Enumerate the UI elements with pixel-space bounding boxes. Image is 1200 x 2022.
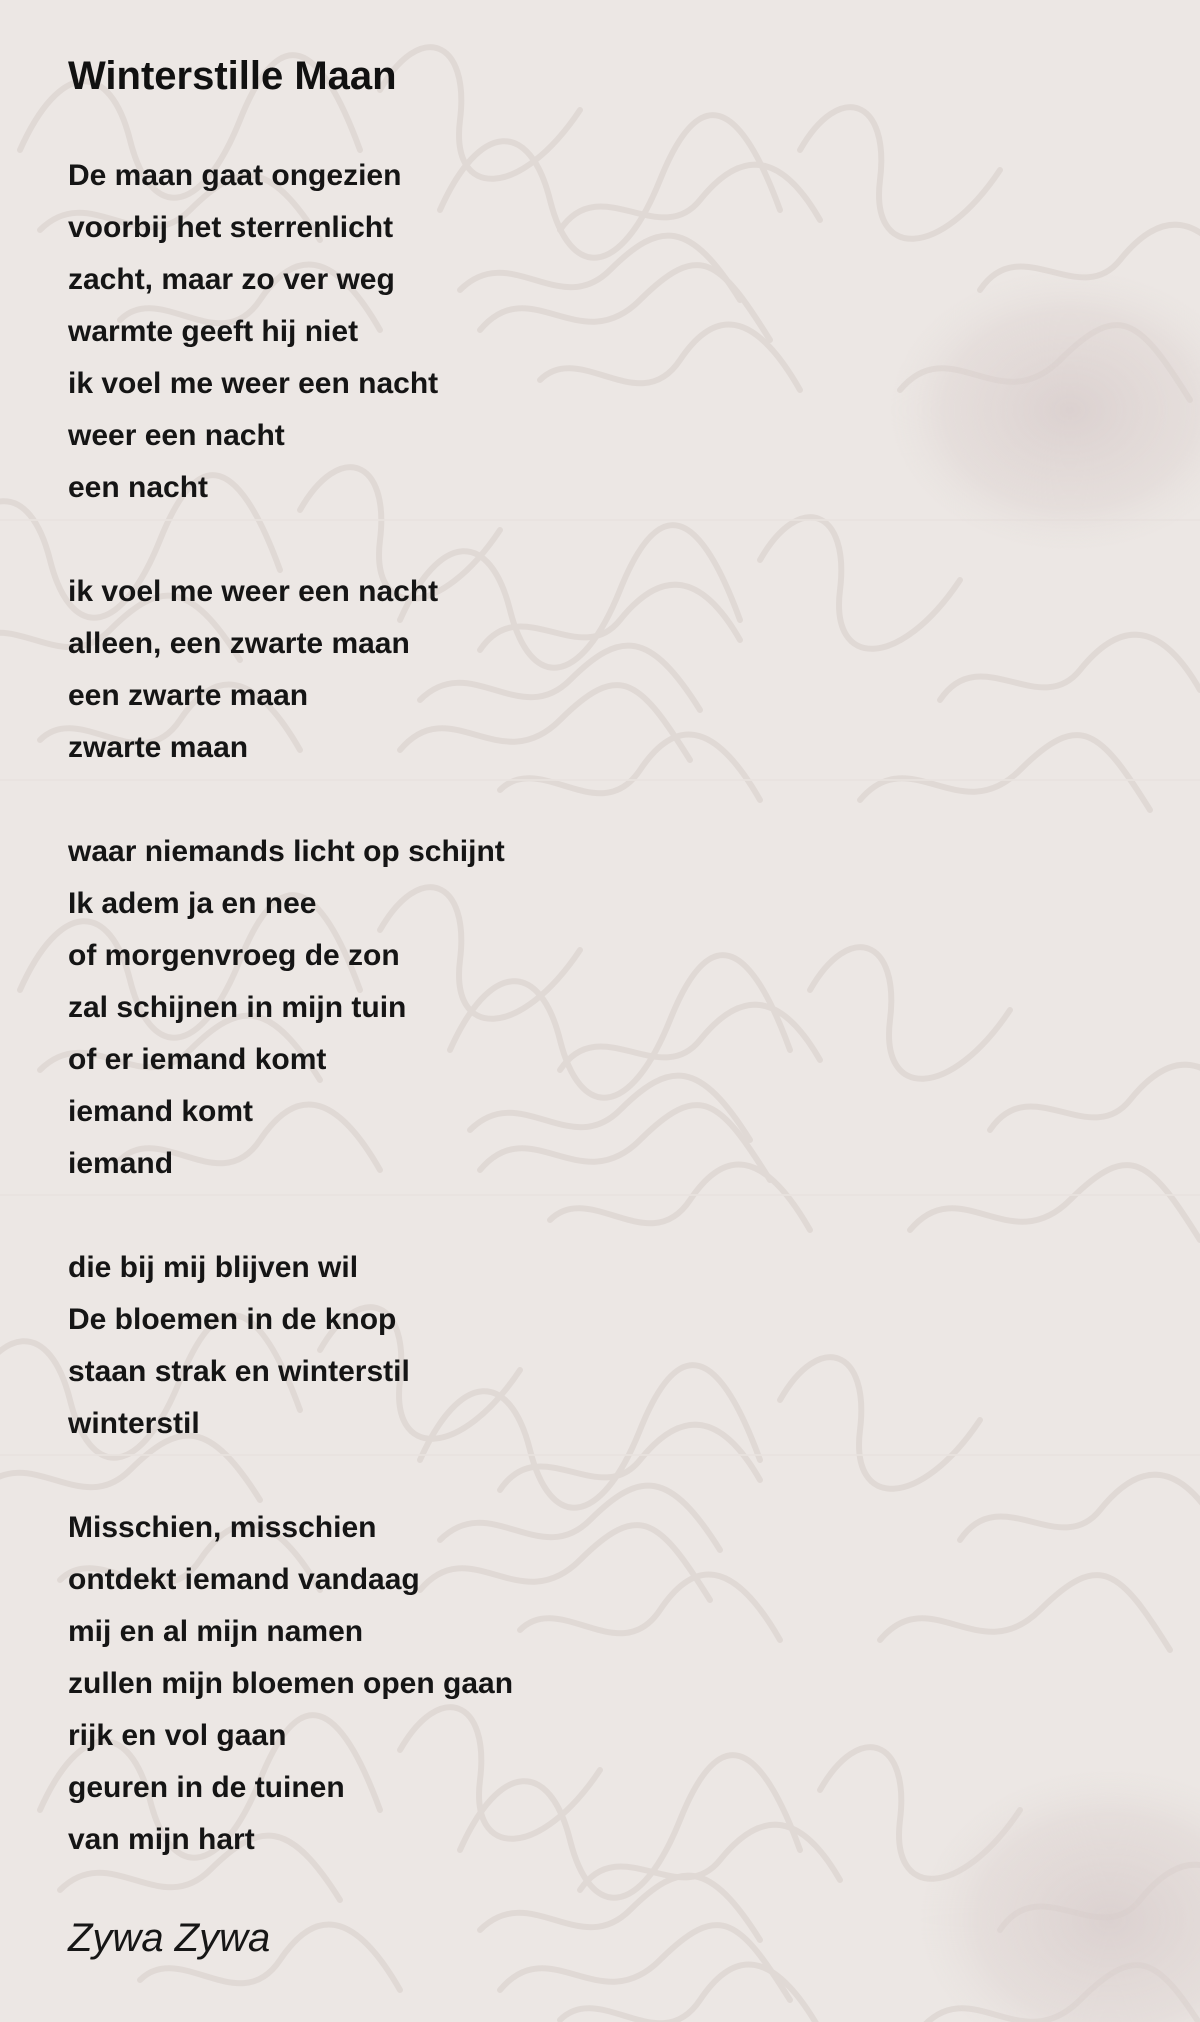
poem-line: zal schijnen in mijn tuin [68, 991, 407, 1024]
poem-line: iemand komt [68, 1095, 254, 1128]
poem-line: voorbij het sterrenlicht [68, 211, 394, 244]
poem-line: van mijn hart [68, 1823, 255, 1856]
stanza [68, 1502, 1148, 1866]
poem-line: rijk en vol gaan [68, 1719, 287, 1752]
poem-line: zacht, maar zo ver weg [68, 263, 395, 296]
stanza [68, 566, 1148, 774]
poem-line: waar niemands licht op schijnt [68, 835, 505, 868]
poem-line: weer een nacht [68, 419, 285, 452]
poem-line: ik voel me weer een nacht [68, 367, 439, 400]
poem-line: ontdekt iemand vandaag [68, 1563, 420, 1596]
poem-body [68, 150, 1148, 1866]
poem-line: mij en al mijn namen [68, 1615, 364, 1648]
poem-line: zullen mijn bloemen open gaan [68, 1667, 514, 1700]
stanza [68, 1242, 1148, 1450]
poem-line: warmte geeft hij niet [68, 315, 359, 348]
poem-line: zwarte maan [68, 731, 249, 764]
poem-line: De bloemen in de knop [68, 1303, 397, 1336]
poem-line: ik voel me weer een nacht [68, 575, 439, 608]
poem-line: winterstil [68, 1407, 200, 1440]
poem-line: alleen, een zwarte maan [68, 627, 410, 660]
poem-line: staan strak en winterstil [68, 1355, 410, 1388]
poem-line: of morgenvroeg de zon [68, 939, 400, 972]
poem-line: iemand [68, 1147, 174, 1180]
poem-line: een zwarte maan [68, 679, 309, 712]
stanza [68, 826, 1148, 1190]
stanza [68, 150, 1148, 514]
poem-line: Ik adem ja en nee [68, 887, 317, 920]
poem-page [68, 0, 1148, 1962]
poem-line: die bij mij blijven wil [68, 1251, 359, 1284]
poem-line: een nacht [68, 471, 209, 504]
poem-line: De maan gaat ongezien [68, 159, 402, 192]
poem-title: Winterstille Maan [68, 54, 397, 98]
poem-line: of er iemand komt [68, 1043, 327, 1076]
poem-author: Zywa Zywa [68, 1916, 271, 1960]
poem-line: Misschien, misschien [68, 1511, 377, 1544]
poem-line: geuren in de tuinen [68, 1771, 345, 1804]
